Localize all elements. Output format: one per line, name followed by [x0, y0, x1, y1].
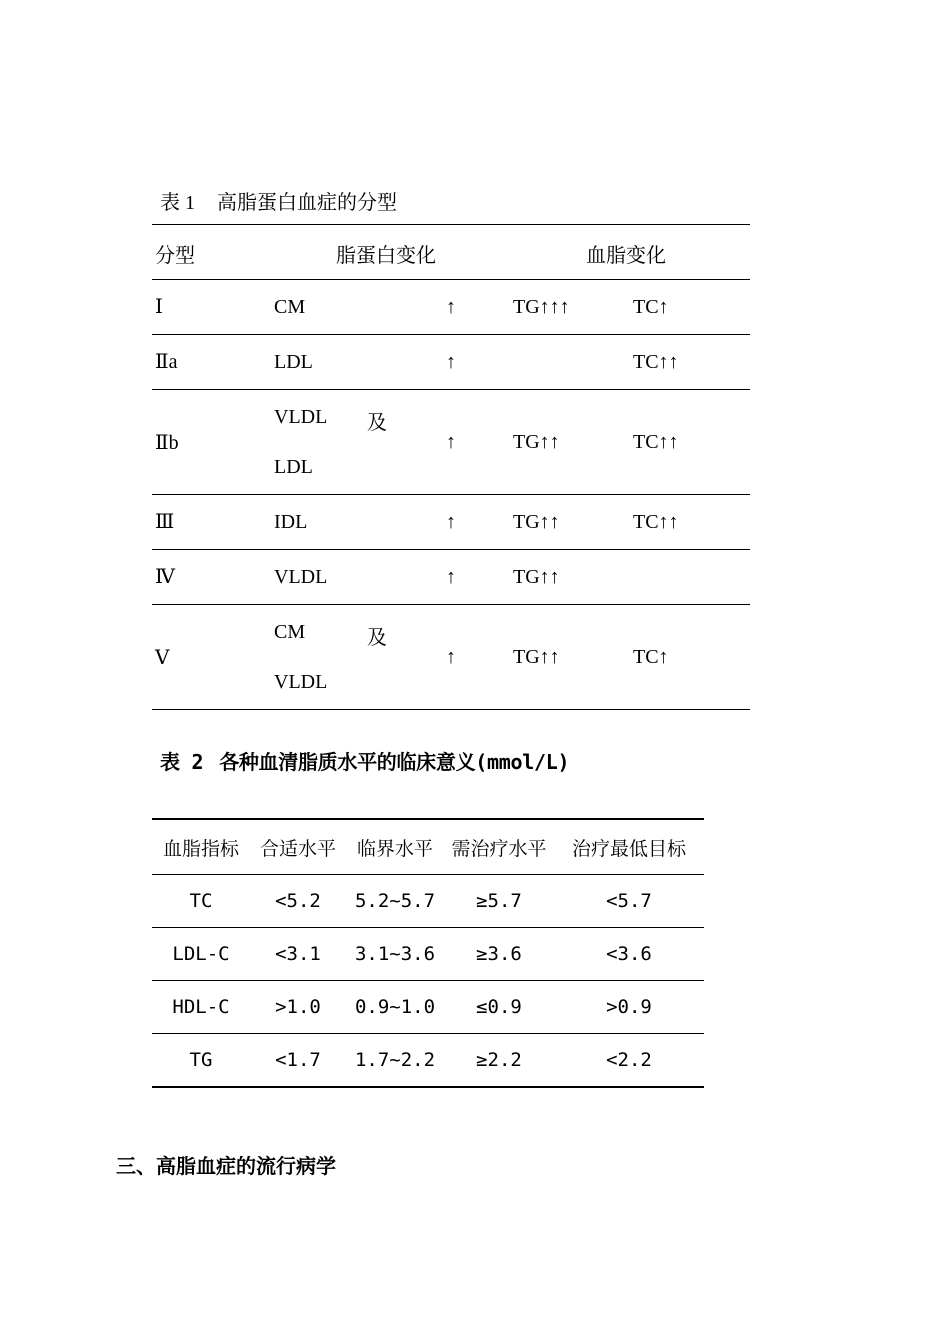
row-lipoprotein-2: VLDL — [274, 671, 328, 693]
cell-indicator: LDL-C — [172, 943, 230, 965]
table-row — [152, 875, 704, 928]
cell-optimal: <5.2 — [275, 890, 321, 912]
row-arrow: ↑ — [446, 566, 456, 588]
table-row — [152, 390, 750, 495]
row-type: Ⅲ — [155, 511, 175, 533]
row-arrow: ↑ — [446, 296, 456, 318]
table1-caption-title: 高脂蛋白血症的分型 — [217, 192, 397, 214]
table-row — [152, 335, 750, 390]
row-connector: 及 — [367, 412, 387, 434]
row-tc: TC↑ — [633, 296, 669, 318]
table-row — [152, 1034, 704, 1086]
table1-caption — [160, 186, 397, 215]
table1-header-type: 分型 — [155, 245, 195, 267]
cell-treatment: ≤0.9 — [476, 996, 522, 1018]
cell-optimal: <3.1 — [275, 943, 321, 965]
row-tg: TG↑↑ — [513, 646, 560, 668]
cell-borderline: 3.1~3.6 — [354, 943, 436, 965]
row-lipoprotein: IDL — [274, 511, 308, 533]
row-tc: TC↑↑ — [633, 511, 679, 533]
cell-optimal: <1.7 — [275, 1049, 321, 1071]
table1-caption-number: 表 1 — [160, 192, 195, 214]
row-arrow: ↑ — [446, 646, 456, 668]
cell-indicator: HDL-C — [172, 996, 230, 1018]
row-lipoprotein: LDL — [274, 351, 313, 373]
row-type: Ⅳ — [155, 566, 175, 588]
table1-header-lipid: 血脂变化 — [586, 245, 666, 267]
table2-header-optimal: 合适水平 — [259, 837, 336, 860]
row-type: Ⅱb — [155, 432, 179, 454]
table2-header-treatment: 需治疗水平 — [451, 837, 547, 860]
row-tc: TC↑↑ — [633, 351, 679, 373]
table-row — [152, 550, 750, 605]
table2-header-target: 治疗最低目标 — [571, 837, 686, 860]
row-lipoprotein-2: LDL — [274, 456, 313, 478]
row-lipoprotein: CM — [274, 621, 306, 643]
table2-caption-number: 表 2 — [160, 750, 204, 774]
cell-indicator: TG — [189, 1049, 213, 1071]
serum-lipid-levels-table — [152, 818, 704, 1088]
table2-header-indicator: 血脂指标 — [162, 837, 239, 860]
row-connector: 及 — [367, 627, 387, 649]
cell-treatment: ≥5.7 — [476, 890, 522, 912]
table-row — [152, 981, 704, 1034]
cell-indicator: TC — [189, 890, 213, 912]
table2-caption — [160, 746, 569, 775]
cell-borderline: 0.9~1.0 — [354, 996, 436, 1018]
table2-header-row — [152, 820, 704, 875]
row-type: Ⅰ — [155, 296, 163, 318]
row-type: Ⅴ — [155, 647, 170, 669]
cell-target: <2.2 — [606, 1049, 652, 1071]
cell-target: <5.7 — [606, 890, 652, 912]
row-tg: TG↑↑↑ — [513, 296, 570, 318]
row-lipoprotein: VLDL — [274, 406, 328, 428]
table2-header-borderline: 临界水平 — [356, 837, 433, 860]
row-lipoprotein: VLDL — [274, 566, 328, 588]
row-arrow: ↑ — [446, 431, 456, 453]
row-arrow: ↑ — [446, 351, 456, 373]
row-arrow: ↑ — [446, 511, 456, 533]
hyperlipoproteinemia-classification-table — [152, 224, 750, 710]
cell-treatment: ≥2.2 — [476, 1049, 522, 1071]
cell-borderline: 1.7~2.2 — [354, 1049, 436, 1071]
cell-target: <3.6 — [606, 943, 652, 965]
table-row — [152, 605, 750, 710]
section-heading: 三、高脂血症的流行病学 — [116, 1154, 336, 1178]
table1-header-row — [152, 225, 750, 280]
table-row — [152, 928, 704, 981]
table-row — [152, 495, 750, 550]
cell-treatment: ≥3.6 — [476, 943, 522, 965]
row-lipoprotein: CM — [274, 296, 306, 318]
table1-header-lipoprotein: 脂蛋白变化 — [336, 245, 436, 267]
row-tc: TC↑↑ — [633, 431, 679, 453]
cell-target: >0.9 — [606, 996, 652, 1018]
cell-optimal: >1.0 — [275, 996, 321, 1018]
cell-borderline: 5.2~5.7 — [354, 890, 436, 912]
row-tg: TG↑↑ — [513, 511, 560, 533]
row-tc: TC↑ — [633, 646, 669, 668]
table-row — [152, 280, 750, 335]
row-type: Ⅱa — [155, 351, 178, 373]
row-tg: TG↑↑ — [513, 431, 560, 453]
table2-caption-title: 各种血清脂质水平的临床意义(mmol/L) — [219, 750, 570, 774]
row-tg: TG↑↑ — [513, 566, 560, 588]
